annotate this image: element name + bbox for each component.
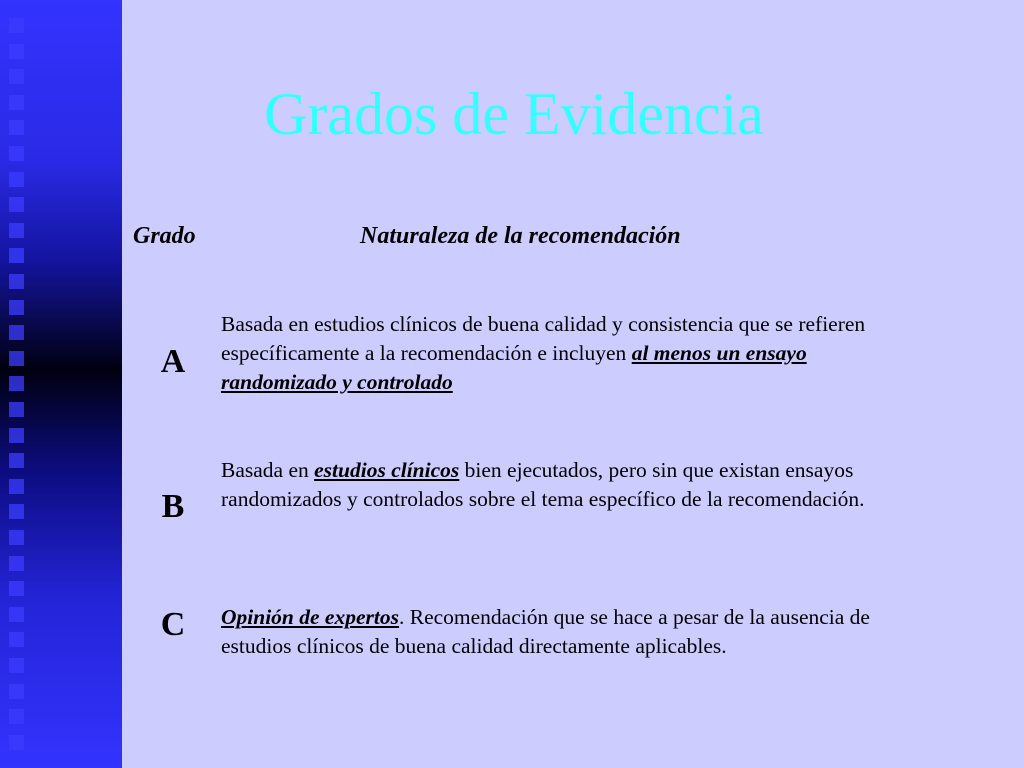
grade-b-description [221, 456, 921, 514]
sidebar-square [9, 402, 24, 417]
sidebar-square [9, 300, 24, 315]
sidebar-square [9, 223, 24, 238]
grade-b-text-end: bien ejecutados, pero sin que existan ensayos randomizados y controlados sobre el tema específico de la recomendación. [221, 458, 865, 511]
sidebar-square [9, 197, 24, 212]
sidebar-square [9, 735, 24, 750]
sidebar-square [9, 274, 24, 289]
grade-c-emphasis: Opinión de expertos [221, 605, 399, 629]
header-grade: Grado [133, 223, 196, 249]
sidebar-square [9, 658, 24, 673]
sidebar-square [9, 453, 24, 468]
grade-b-label: B [161, 488, 185, 525]
sidebar-square [9, 428, 24, 443]
grade-a-description [221, 310, 921, 397]
sidebar-square [9, 325, 24, 340]
sidebar-square [9, 479, 24, 494]
sidebar-square [9, 556, 24, 571]
grade-c-text: . Recomendación que se hace a pesar de la ausencia de estudios clínicos de buena calidad directamente aplicables. [221, 605, 870, 658]
grade-a-label: A [160, 343, 186, 380]
sidebar-square [9, 44, 24, 59]
sidebar-square [9, 376, 24, 391]
grade-c-description [221, 603, 921, 661]
grade-b-emphasis: estudios clínicos [314, 458, 460, 482]
sidebar-square [9, 248, 24, 263]
sidebar-square [9, 607, 24, 622]
header-recommendation-nature: Naturaleza de la recomendación [360, 223, 681, 249]
grade-a-text: Basada en estudios clínicos de buena calidad y consistencia que se refieren específicamente a la recomendación e incluyen [221, 312, 866, 365]
sidebar-square [9, 172, 24, 187]
grade-b-text-start: Basada en [221, 458, 315, 482]
sidebar-square [9, 351, 24, 366]
sidebar-square [9, 709, 24, 724]
grade-c-label: C [160, 606, 186, 643]
sidebar-square [9, 504, 24, 519]
sidebar-square [9, 18, 24, 33]
sidebar-square [9, 581, 24, 596]
slide-title: Grados de Evidencia [264, 81, 764, 147]
grade-a-emphasis: al menos un ensayo randomizado y controlado [221, 341, 807, 394]
sidebar-square [9, 530, 24, 545]
sidebar-square [9, 632, 24, 647]
sidebar-square [9, 684, 24, 699]
